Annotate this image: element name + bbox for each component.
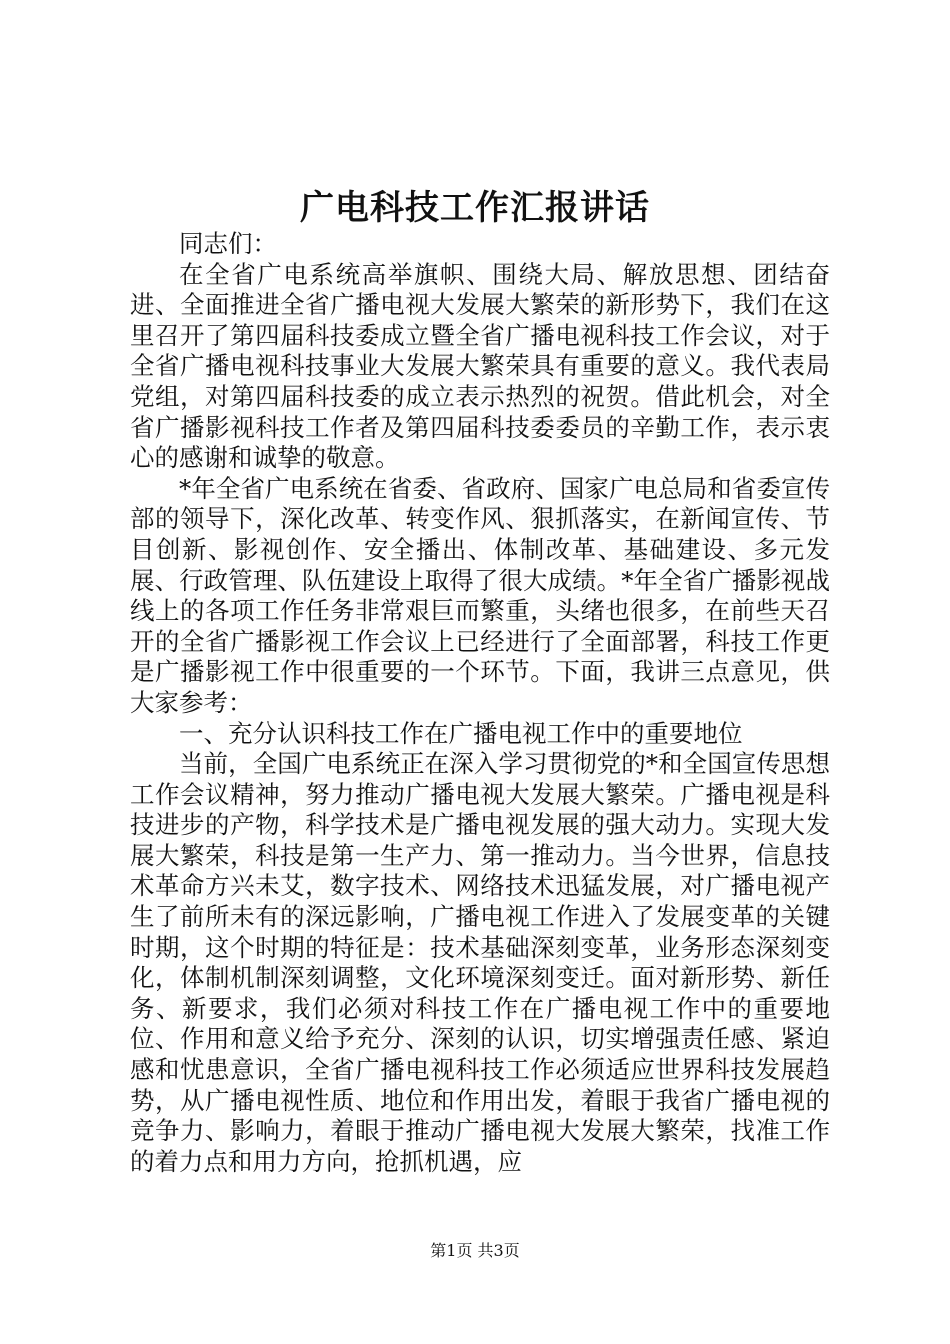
body-paragraph: *年全省广电系统在省委、省政府、国家广电总局和省委宣传部的领导下，深化改革、转变作风、狠抓落实，在新闻宣传、节目创新、影视创作、安全播出、体制改革、基础建设、多元发展、行政管理、队伍建设上取得了很大成绩。*年全省广播影视战线上的各项工作任务非常艰巨而繁重，头绪也很多，在前些天召开的全省广播影视工作会议上已经进行了全面部署，科技工作更是广播影视工作中很重要的一个环节。下面，我讲三点意见，供大家参考：	[130, 473, 830, 717]
salutation-paragraph: 同志们：	[179, 229, 277, 258]
document-body	[130, 229, 830, 1177]
section-heading: 一、充分认识科技工作在广播电视工作中的重要地位	[179, 718, 743, 748]
body-paragraph: 在全省广电系统高举旗帜、围绕大局、解放思想、团结奋进、全面推进全省广播电视大发展大繁荣的新形势下，我们在这里召开了第四届科技委成立暨全省广播电视科技工作会议，对于全省广播电视科技事业大发展大繁荣具有重要的意义。我代表局党组，对第四届科技委的成立表示热烈的祝贺。借此机会，对全省广播影视科技工作者及第四届科技委委员的辛勤工作，表示衷心的感谢和诚挚的敬意。	[130, 259, 830, 473]
body-paragraph: 当前，全国广电系统正在深入学习贯彻党的*和全国宣传思想工作会议精神，努力推动广播电视大发展大繁荣。广播电视是科技进步的产物，科学技术是广播电视发展的强大动力。实现大发展大繁荣，科技是第一生产力、第一推动力。当今世界，信息技术革命方兴未艾，数字技术、网络技术迅猛发展，对广播电视产生了前所未有的深远影响，广播电视工作进入了发展变革的关键时期，这个时期的特征是：技术基础深刻变革，业务形态深刻变化，体制机制深刻调整，文化环境深刻变迁。面对新形势、新任务、新要求，我们必须对科技工作在广播电视工作中的重要地位、作用和意义给予充分、深刻的认识，切实增强责任感、紧迫感和忧患意识，全省广播电视科技工作必须适应世界科技发展趋势，从广播电视性质、地位和作用出发，着眼于我省广播电视的竞争力、影响力，着眼于推动广播电视大发展大繁荣，找准工作的着力点和用力方向，抢抓机遇，应	[130, 749, 830, 1176]
document-title: 广电科技工作汇报讲话	[300, 188, 650, 228]
page-number-footer: 第1页 共3页	[430, 1241, 520, 1260]
